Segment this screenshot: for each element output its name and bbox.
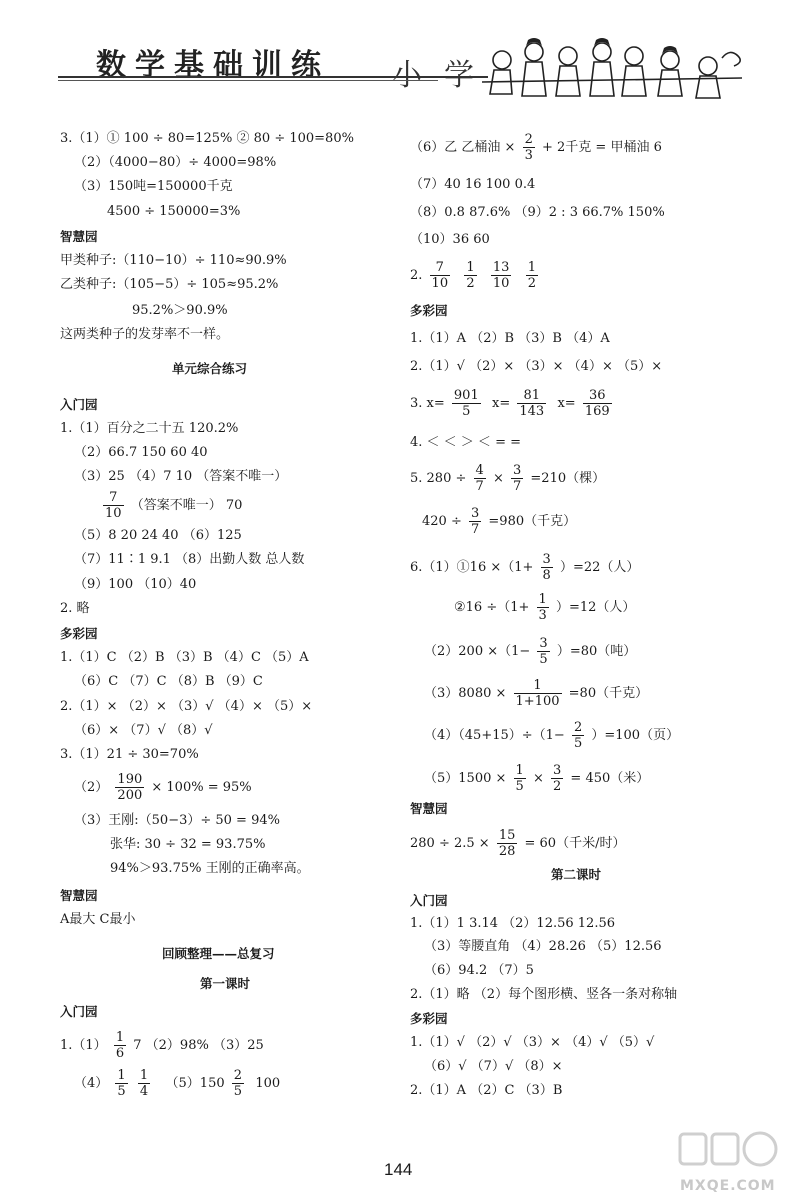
answer-line: 乙类种子:（105−5）÷ 105≈95.2% [60, 277, 279, 292]
fraction: $\frac{13}{10}$ [492, 260, 510, 291]
fraction: $\frac{1}{1+100}$ [515, 678, 560, 709]
fraction: $\frac{81}{143}$ [519, 388, 545, 419]
answer-line: （3）等腰直角 （4）28.26 （5）12.56 [424, 939, 662, 954]
answer-line: 280 ÷ 2.5 × $\frac{15}{28}$ = 60（千米/时） [410, 828, 626, 859]
answer-line: （4）（45+15）÷（1− $\frac{2}{5}$ ）=100（页） [424, 720, 680, 751]
watermark-text: MXQE.COM [680, 1178, 776, 1194]
fraction: $\frac{7}{10}$ [431, 260, 449, 291]
answer-line: 2.（1）√ （2）× （3）× （4）× （5）× [410, 359, 663, 374]
answer-line: 420 ÷ $\frac{3}{7}$ =980（千克） [422, 506, 577, 537]
answer-line: （3）150吨=150000千克 [74, 179, 233, 194]
fraction: $\frac{2}{5}$ [233, 1068, 243, 1099]
fraction: $\frac{3}{5}$ [539, 636, 548, 667]
answer-line: 1.（1）百分之二十五 120.2% [60, 421, 239, 436]
answer-line: （10）36 60 [410, 232, 490, 247]
answer-line: （6）√ （7）√ （8）× [424, 1059, 563, 1074]
book-title: 数学基础训练 [96, 48, 330, 83]
answer-line: （6）乙 乙桶油 × $\frac{2}{3}$ + 2千克 = 甲桶油 6 [410, 132, 662, 163]
answer-line: （3）王刚:（50−3）÷ 50 = 94% [74, 813, 280, 828]
answer-line: （2） $\frac{190}{200}$ × 100% = 95% [74, 772, 252, 803]
header-rule [58, 76, 488, 78]
answer-line: （6）× （7）√ （8）√ [74, 723, 213, 738]
answer-line: 3.（1）① 100 ÷ 80=125% ② 80 ÷ 100=80% [60, 131, 354, 146]
fraction: $\frac{901}{5}$ [453, 388, 479, 419]
header-rule-thin [58, 80, 438, 81]
fraction: $\frac{3}{8}$ [542, 552, 551, 583]
answer-line: 95.2%＞90.9% [132, 303, 228, 318]
answer-line: 2.（1）A （2）C （3）B [410, 1083, 563, 1098]
answer-line: （3）8080 × $\frac{1}{1+100}$ =80（千克） [424, 678, 649, 709]
answer-line: 1.（1）A （2）B （3）B （4）A [410, 331, 610, 346]
answer-line: （2）（4000−80）÷ 4000=98% [74, 155, 277, 170]
fraction: $\frac{15}{28}$ [498, 828, 516, 859]
book-level: 小学 [392, 58, 496, 93]
fraction: $\frac{1}{3}$ [538, 592, 547, 623]
answer-line: 2. 略 [60, 601, 90, 616]
section-heading: 多彩园 [410, 303, 448, 318]
answer-line: 2.（1）× （2）× （3）√ （4）× （5）× [60, 699, 313, 714]
fraction: $\frac{7}{10}$ [105, 490, 122, 521]
fraction: $\frac{2}{3}$ [524, 132, 533, 163]
answer-line: （2）200 ×（1− $\frac{3}{5}$ ）=80（吨） [424, 636, 637, 667]
fraction: $\frac{1}{2}$ [527, 260, 536, 291]
answer-line: 2.（1）略 （2）每个图形横、竖各一条对称轴 [410, 987, 678, 1002]
section-heading: 智慧园 [60, 229, 98, 244]
answer-line: $\frac{7}{10}$ （答案不唯一） 70 [105, 490, 243, 521]
lesson-title: 第一课时 [200, 976, 251, 991]
answer-line: 5. 280 ÷ $\frac{4}{7}$ × $\frac{3}{7}$ =210（棵） [410, 463, 606, 494]
answer-line: （6）C （7）C （8）B （9）C [74, 674, 263, 689]
fraction: $\frac{190}{200}$ [117, 772, 143, 803]
fraction: $\frac{4}{7}$ [475, 463, 484, 494]
answer-line: （3）25 （4）7 10 （答案不唯一） [74, 469, 288, 484]
answer-line: （5）8 20 24 40 （6）125 [74, 528, 242, 543]
lesson-title: 第二课时 [551, 867, 602, 882]
answer-line: （9）100 （10）40 [74, 577, 197, 592]
answer-line: 6.（1）①16 ×（1+ $\frac{3}{8}$ ）=22（人） [410, 552, 640, 583]
page-header [0, 0, 808, 112]
answer-line: 3.（1）21 ÷ 30=70% [60, 747, 199, 762]
answer-line: 张华: 30 ÷ 32 = 93.75% [110, 837, 266, 852]
section-heading: 智慧园 [410, 801, 448, 816]
answer-line: A最大 C最小 [60, 912, 136, 927]
fraction: $\frac{3}{2}$ [553, 763, 562, 794]
fraction: $\frac{1}{5}$ [117, 1068, 126, 1099]
answer-line: 1.（1）C （2）B （3）B （4）C （5）A [60, 650, 309, 665]
answer-line: （8）0.8 87.6% （9）2 : 3 66.7% 150% [410, 205, 665, 220]
page-number: 144 [384, 1160, 413, 1179]
answer-line: 4. ＜ ＜ ＞ ＜ = = [410, 435, 521, 450]
answer-line: （4） $\frac{1}{5}$ $\frac{1}{4}$ （5）150 $\frac{2}{5}$ 100 [74, 1068, 281, 1099]
fraction: $\frac{1}{6}$ [115, 1030, 125, 1061]
answer-line: 1.（1）√ （2）√ （3）× （4）√ （5）√ [410, 1035, 655, 1050]
answer-line: （7）11∶1 9.1 （8）出勤人数 总人数 [74, 552, 305, 567]
section-heading: 入门园 [60, 397, 98, 412]
answer-line: 94%＞93.75% 王刚的正确率高。 [110, 861, 310, 876]
answer-line: （7）40 16 100 0.4 [410, 177, 536, 192]
section-heading: 入门园 [60, 1004, 98, 1019]
answer-line: ②16 ÷（1+ $\frac{1}{3}$ ）=12（人） [454, 592, 636, 623]
fraction: $\frac{3}{7}$ [470, 506, 480, 537]
answer-line: 1.（1）1 3.14 （2）12.56 12.56 [410, 916, 615, 931]
answer-line: 2. $\frac{7}{10}$ $\frac{1}{2}$ $\frac{13}{10}$ $\frac{1}{2}$ [410, 260, 536, 291]
fraction: $\frac{3}{7}$ [512, 463, 522, 494]
section-heading: 智慧园 [60, 888, 98, 903]
fraction: $\frac{36}{169}$ [584, 388, 610, 419]
fraction: $\frac{1}{4}$ [139, 1068, 149, 1099]
fraction: $\frac{1}{5}$ [515, 763, 524, 794]
answer-line: （5）1500 × $\frac{1}{5}$ × $\frac{3}{2}$ = 450（米） [424, 763, 650, 794]
answer-line: 3. x= $\frac{901}{5}$ x= $\frac{81}{143}$ x= $\frac{36}{169}$ [410, 388, 610, 419]
answer-line: 1.（1） $\frac{1}{6}$ 7 （2）98% （3）25 [60, 1030, 264, 1061]
section-heading: 多彩园 [60, 626, 98, 641]
fraction: $\frac{2}{5}$ [573, 720, 583, 751]
answer-line: （6）94.2 （7）5 [424, 963, 534, 978]
answer-line: 甲类种子:（110−10）÷ 110≈90.9% [60, 253, 287, 268]
section-heading: 入门园 [410, 893, 448, 908]
unit-title: 单元综合练习 [172, 361, 248, 376]
answer-line: 这两类种子的发芽率不一样。 [60, 327, 230, 342]
answer-line: （2）66.7 150 60 40 [74, 445, 208, 460]
chapter-title: 回顾整理——总复习 [162, 946, 275, 961]
answer-line: 4500 ÷ 150000=3% [107, 204, 241, 219]
children-illustration [482, 38, 752, 102]
fraction: $\frac{1}{2}$ [466, 260, 475, 291]
section-heading: 多彩园 [410, 1011, 448, 1026]
